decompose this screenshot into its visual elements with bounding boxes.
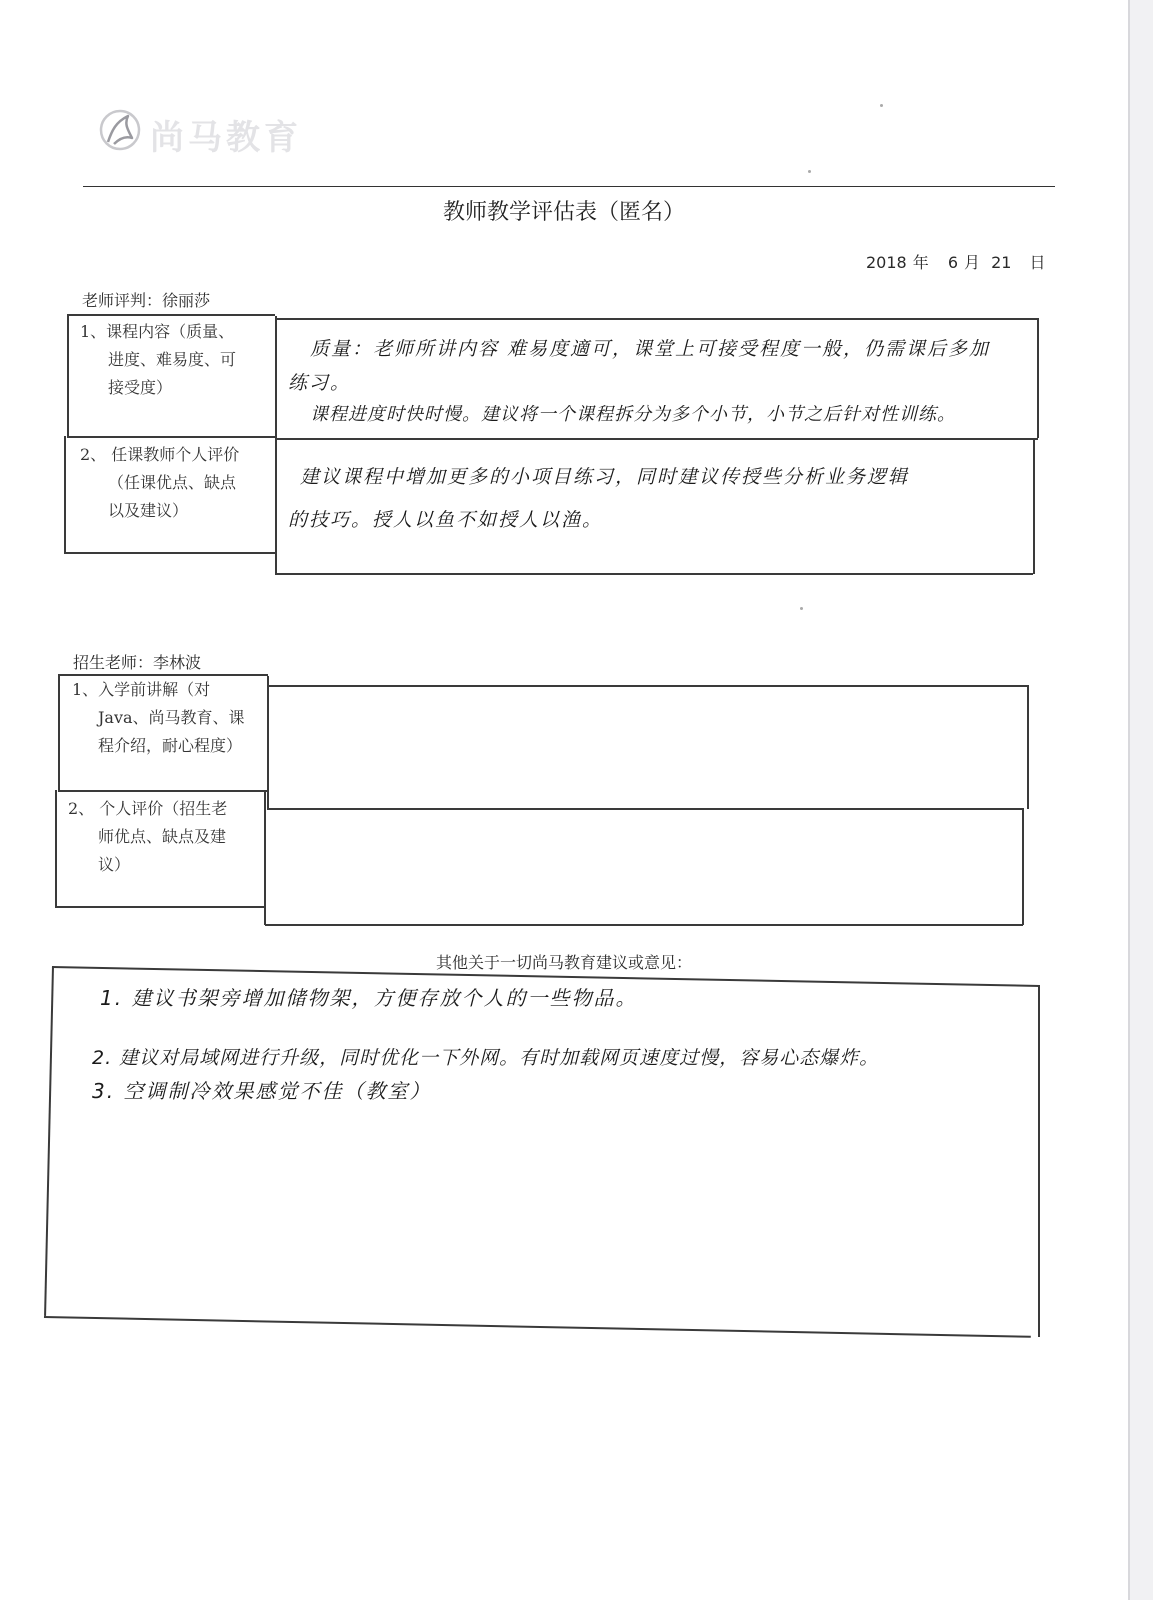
scan-page-edge — [1128, 0, 1153, 1600]
scan-speck — [880, 104, 883, 107]
teacher-section-label: 老师评判：徐丽莎 — [82, 291, 211, 310]
form-title: 教师教学评估表（匿名） — [442, 200, 685, 225]
recruit-q2-label: 2、 个人评价（招生老 师优点、缺点及建 议） — [68, 799, 228, 874]
recruit-q1-label: 1、入学前讲解（对 Java、尚马教育、课 程介绍，耐心程度） — [72, 680, 245, 755]
horse-logo-icon — [98, 108, 142, 152]
date-year: 2018 — [866, 253, 907, 272]
recruit-section-label: 招生老师：李林波 — [73, 653, 202, 672]
teacher-q1-label: 1、课程内容（质量、 进度、难易度、可 接受度） — [80, 322, 237, 397]
watermark-logo-text: 尚马教育 — [150, 118, 302, 158]
teacher-q2-label: 2、 任课教师个人评价 （任课优点、缺点 以及建议） — [80, 445, 240, 520]
date-day: 21 — [991, 253, 1012, 272]
scan-speck — [808, 170, 811, 173]
scan-speck — [800, 607, 803, 610]
scan-page-edge-line — [1128, 0, 1130, 1600]
date-month: 6 — [947, 253, 959, 272]
form-date: 2018 年 6 月 21 日 — [866, 253, 1046, 272]
header-divider — [83, 186, 1055, 187]
other-suggestions-caption: 其他关于一切尚马教育建议或意见： — [435, 953, 692, 972]
